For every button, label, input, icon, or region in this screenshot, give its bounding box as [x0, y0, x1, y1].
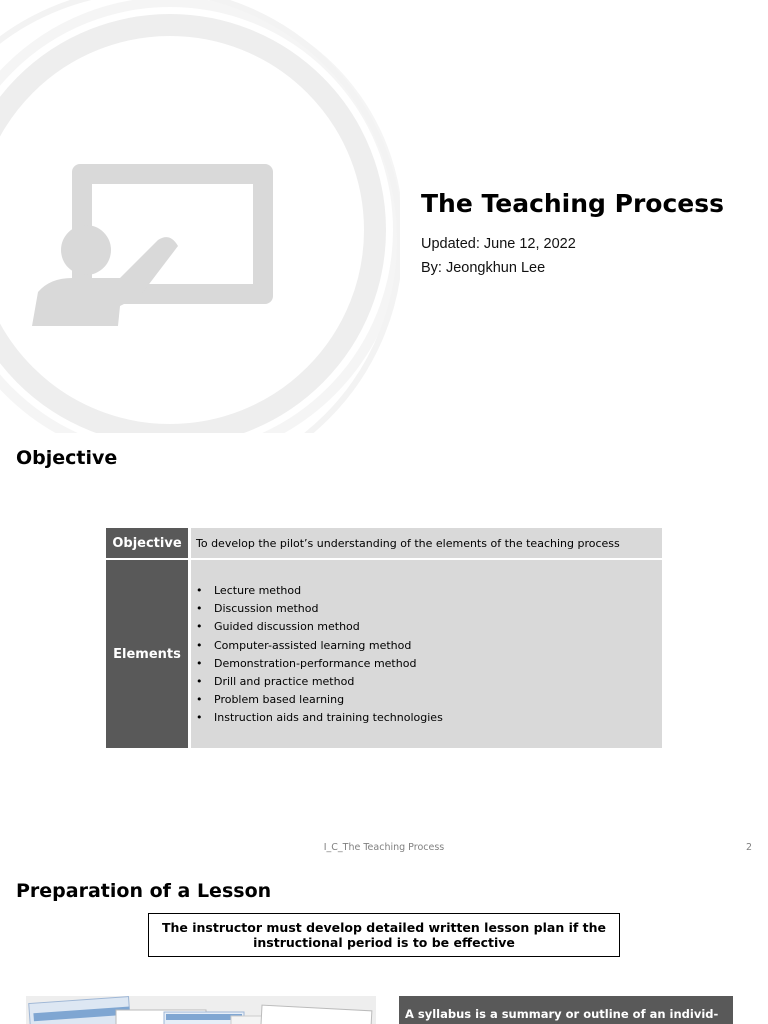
elements-row	[106, 560, 662, 748]
list-item: • Lecture method	[196, 584, 302, 597]
callout-box: The instructor must develop detailed written lesson plan if the instructional period is to be effective	[148, 913, 620, 957]
updated-date: Updated: June 12, 2022	[421, 236, 576, 252]
footer-title: I_C_The Teaching Process	[323, 842, 445, 853]
list-item: • Problem based learning	[196, 693, 345, 707]
objective-slide	[0, 433, 768, 865]
author: By: Jeongkhun Lee	[421, 260, 546, 276]
preparation-slide	[0, 865, 768, 1024]
slide-heading: Preparation of a Lesson	[16, 880, 272, 902]
objective-text: To develop the pilot’s understanding of the elements of the teaching process	[191, 528, 662, 558]
elements-list	[196, 582, 662, 728]
elements-label: Elements	[106, 560, 188, 748]
objective-row	[106, 528, 662, 558]
objective-label: Objective	[106, 528, 188, 558]
lesson-plan-image	[26, 996, 376, 1024]
list-item: • Demonstration-performance method	[196, 656, 417, 670]
slide-heading: Objective	[16, 447, 118, 469]
objective-table	[106, 528, 662, 748]
title-slide	[0, 0, 768, 433]
list-item: • Instruction aids and training technologies	[196, 711, 443, 725]
list-item: • Computer-assisted learning method	[196, 638, 412, 652]
list-item: • Discussion method	[196, 602, 319, 616]
presentation-icon	[0, 0, 300, 340]
presentation-title: The Teaching Process	[421, 189, 725, 218]
page-number: 2	[745, 842, 752, 853]
list-item: • Guided discussion method	[196, 620, 360, 634]
list-item: • Drill and practice method	[196, 674, 355, 688]
elements-cell	[191, 560, 662, 748]
syllabus-definition-box: A syllabus is a summary or outline of an individ-	[399, 996, 733, 1024]
